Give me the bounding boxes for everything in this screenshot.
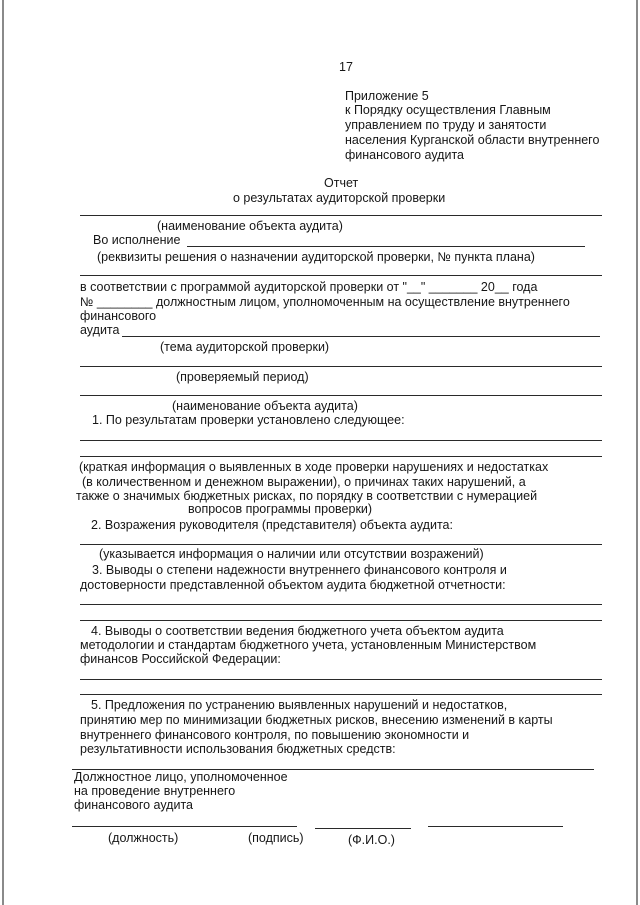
position-caption: (должность) <box>108 831 179 845</box>
section-2-line <box>80 544 602 545</box>
section-3-line-blank <box>80 620 602 621</box>
appendix-line: финансового аудита <box>345 148 464 162</box>
appendix-line: к Порядку осуществления Главным <box>345 103 551 117</box>
scan-edge-left <box>2 0 4 905</box>
signature-line <box>315 828 411 829</box>
number-line: № ________ должностным лицом, уполномоченным на осуществление внутреннего <box>80 295 570 309</box>
object-name-caption-2: (наименование объекта аудита) <box>172 399 358 413</box>
appendix-line: управлением по труду и занятости <box>345 118 547 132</box>
report-title: Отчет <box>324 176 359 190</box>
section-3-line: достоверности представленной объектом аудита бюджетной отчетности: <box>80 578 506 592</box>
audit-label: аудита <box>80 323 120 337</box>
section-4-line-blank <box>80 694 602 695</box>
position-line <box>72 826 297 827</box>
section-4-line: 4. Выводы о соответствии ведения бюджетного учета объектом аудита <box>91 624 504 638</box>
section-3-line: 3. Выводы о степени надежности внутреннего финансового контроля и <box>92 563 507 577</box>
finance-line: финансового <box>80 309 157 323</box>
section-1-heading: 1. По результатам проверки установлено следующее: <box>92 413 405 427</box>
signature-official: финансового аудита <box>74 798 193 812</box>
section-1-caption: (краткая информация о выявленных в ходе проверки нарушениях и недостатках <box>79 460 549 474</box>
section-1-line <box>80 456 602 457</box>
section-5-line: 5. Предложения по устранению выявленных нарушений и недостатков, <box>91 698 508 712</box>
topic-caption: (тема аудиторской проверки) <box>160 340 330 354</box>
section-3-line-blank <box>80 604 602 605</box>
decision-caption: (реквизиты решения о назначении аудиторской проверки, № пункта плана) <box>97 250 535 264</box>
execution-line <box>187 246 585 247</box>
section-4-line-blank <box>80 679 602 680</box>
name-line <box>428 826 563 827</box>
section-1-caption: вопросов программы проверки) <box>188 502 373 516</box>
name-caption: (Ф.И.О.) <box>348 833 395 847</box>
appendix-title: Приложение 5 <box>345 89 429 103</box>
signature-official: на проведение внутреннего <box>74 784 236 798</box>
object-name-line <box>80 215 602 216</box>
section-1-line <box>80 440 602 441</box>
period-line <box>80 366 602 367</box>
scan-edge-right <box>636 0 638 905</box>
execution-label: Во исполнение <box>93 233 181 247</box>
section-4-line: финансов Российской Федерации: <box>80 652 281 666</box>
section-4-line: методологии и стандартам бюджетного учета, установленным Министерством <box>80 638 537 652</box>
section-5-line: принятию мер по минимизации бюджетных рисков, внесению изменений в карты <box>80 713 553 727</box>
report-subtitle: о результатах аудиторской проверки <box>233 191 446 205</box>
period-caption: (проверяемый период) <box>176 370 309 384</box>
page-number: 17 <box>339 60 353 74</box>
section-1-caption: (в количественном и денежном выражении), о причинах таких нарушений, а <box>82 475 526 489</box>
object-name-line-2 <box>80 395 602 396</box>
audit-topic-line <box>122 336 600 337</box>
signature-caption: (подпись) <box>248 831 304 845</box>
section-1-caption: также о значимых бюджетных рисках, по порядку в соответствии с нумерацией <box>76 489 538 503</box>
section-2-caption: (указывается информация о наличии или отсутствии возражений) <box>99 547 484 561</box>
section-5-line: результативности использования бюджетных средств: <box>80 742 396 756</box>
section-2-heading: 2. Возражения руководителя (представителя) объекта аудита: <box>91 518 453 532</box>
signature-official: Должностное лицо, уполномоченное <box>74 770 288 784</box>
appendix-line: населения Курганской области внутреннего <box>345 133 600 147</box>
decision-line <box>80 275 602 276</box>
object-name-caption: (наименование объекта аудита) <box>157 219 343 233</box>
program-line: в соответствии с программой аудиторской проверки от "__" _______ 20__ года <box>80 280 538 294</box>
section-5-line: внутреннего финансового контроля, по повышению экономности и <box>80 728 470 742</box>
